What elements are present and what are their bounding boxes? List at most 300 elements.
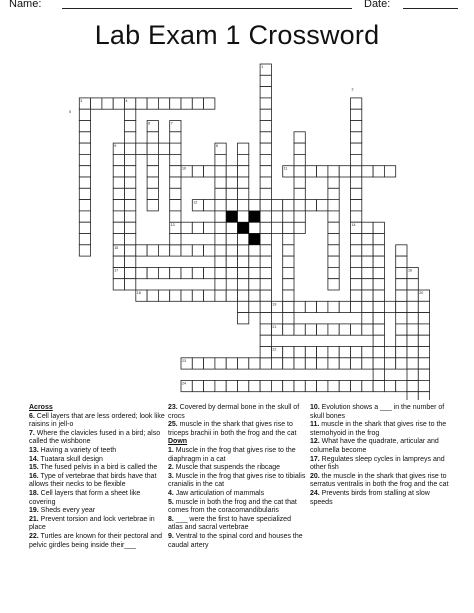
grid-cell[interactable] — [260, 211, 271, 222]
grid-cell[interactable] — [238, 154, 249, 165]
grid-cell[interactable] — [238, 245, 249, 256]
grid-cell[interactable] — [238, 200, 249, 211]
grid-cell[interactable] — [226, 234, 237, 245]
grid-cell[interactable] — [294, 324, 305, 335]
grid-cell[interactable] — [215, 279, 226, 290]
grid-cell[interactable] — [226, 200, 237, 211]
grid-cell[interactable] — [351, 324, 362, 335]
grid-cell[interactable] — [79, 211, 90, 222]
grid-cell[interactable] — [407, 301, 418, 312]
grid-cell[interactable] — [294, 188, 305, 199]
grid-cell[interactable] — [136, 143, 147, 154]
grid-cell[interactable] — [125, 132, 136, 143]
grid-cell[interactable] — [362, 290, 373, 301]
grid-cell[interactable] — [181, 290, 192, 301]
grid-cell[interactable] — [328, 380, 339, 391]
grid-cell[interactable] — [351, 279, 362, 290]
grid-cell[interactable] — [79, 166, 90, 177]
grid-cell[interactable] — [147, 200, 158, 211]
grid-cell[interactable] — [147, 245, 158, 256]
grid-cell[interactable] — [305, 324, 316, 335]
grid-cell[interactable] — [79, 121, 90, 132]
grid-cell[interactable] — [305, 200, 316, 211]
grid-cell[interactable] — [226, 245, 237, 256]
grid-cell[interactable] — [260, 154, 271, 165]
grid-cell[interactable] — [192, 358, 203, 369]
grid-cell[interactable] — [260, 234, 271, 245]
grid-cell[interactable] — [79, 132, 90, 143]
grid-cell[interactable] — [283, 256, 294, 267]
grid-cell[interactable] — [260, 347, 271, 358]
grid-cell[interactable] — [125, 109, 136, 120]
grid-cell[interactable] — [226, 177, 237, 188]
grid-cell[interactable] — [260, 301, 271, 312]
grid-cell[interactable] — [215, 256, 226, 267]
grid-cell[interactable] — [136, 267, 147, 278]
grid-cell[interactable] — [283, 279, 294, 290]
grid-cell[interactable] — [373, 166, 384, 177]
grid-cell[interactable] — [351, 245, 362, 256]
grid-cell[interactable] — [204, 200, 215, 211]
grid-cell[interactable] — [125, 143, 136, 154]
grid-cell[interactable] — [283, 347, 294, 358]
grid-cell[interactable] — [283, 267, 294, 278]
grid-cell[interactable] — [396, 290, 407, 301]
grid-cell[interactable] — [147, 166, 158, 177]
grid-cell[interactable] — [373, 358, 384, 369]
grid-cell[interactable] — [125, 267, 136, 278]
grid-cell[interactable] — [147, 143, 158, 154]
grid-cell[interactable] — [351, 347, 362, 358]
grid-cell[interactable] — [170, 188, 181, 199]
grid-cell[interactable] — [328, 211, 339, 222]
grid-cell[interactable] — [125, 222, 136, 233]
grid-cell[interactable] — [204, 245, 215, 256]
grid-cell[interactable] — [351, 98, 362, 109]
grid-cell[interactable] — [215, 222, 226, 233]
grid-cell[interactable] — [125, 154, 136, 165]
grid-cell[interactable] — [305, 301, 316, 312]
grid-cell[interactable] — [418, 301, 429, 312]
grid-cell[interactable] — [215, 380, 226, 391]
grid-cell[interactable] — [373, 267, 384, 278]
grid-cell[interactable] — [351, 211, 362, 222]
grid-cell[interactable] — [260, 290, 271, 301]
grid-cell[interactable] — [271, 380, 282, 391]
grid-cell[interactable] — [204, 267, 215, 278]
grid-cell[interactable] — [226, 267, 237, 278]
grid-cell[interactable] — [215, 290, 226, 301]
grid-cell[interactable] — [373, 234, 384, 245]
grid-cell[interactable] — [317, 347, 328, 358]
grid-cell[interactable] — [339, 301, 350, 312]
grid-cell[interactable] — [181, 98, 192, 109]
grid-cell[interactable] — [238, 188, 249, 199]
grid-cell[interactable] — [351, 166, 362, 177]
grid-cell[interactable] — [418, 380, 429, 391]
grid-cell[interactable] — [238, 211, 249, 222]
grid-cell[interactable] — [204, 290, 215, 301]
grid-cell[interactable] — [192, 380, 203, 391]
grid-cell[interactable] — [226, 166, 237, 177]
grid-cell[interactable] — [384, 358, 395, 369]
grid-cell[interactable] — [339, 380, 350, 391]
grid-cell[interactable] — [328, 245, 339, 256]
grid-cell[interactable] — [317, 301, 328, 312]
grid-cell[interactable] — [260, 324, 271, 335]
grid-cell[interactable] — [328, 177, 339, 188]
grid-cell[interactable] — [260, 132, 271, 143]
grid-cell[interactable] — [91, 98, 102, 109]
grid-cell[interactable] — [362, 166, 373, 177]
grid-cell[interactable] — [249, 290, 260, 301]
grid-cell[interactable] — [407, 392, 418, 400]
grid-cell[interactable] — [113, 200, 124, 211]
grid-cell[interactable] — [260, 358, 271, 369]
grid-cell[interactable] — [373, 256, 384, 267]
grid-cell[interactable] — [362, 313, 373, 324]
grid-cell[interactable] — [373, 245, 384, 256]
grid-cell[interactable] — [418, 358, 429, 369]
grid-cell[interactable] — [407, 347, 418, 358]
grid-cell[interactable] — [396, 313, 407, 324]
grid-cell[interactable] — [351, 154, 362, 165]
grid-cell[interactable] — [351, 380, 362, 391]
grid-cell[interactable] — [79, 154, 90, 165]
grid-cell[interactable] — [328, 324, 339, 335]
grid-cell[interactable] — [125, 256, 136, 267]
grid-cell[interactable] — [384, 347, 395, 358]
grid-cell[interactable] — [226, 380, 237, 391]
grid-cell[interactable] — [260, 177, 271, 188]
grid-cell[interactable] — [192, 222, 203, 233]
grid-cell[interactable] — [226, 256, 237, 267]
grid-cell[interactable] — [249, 222, 260, 233]
grid-cell[interactable] — [260, 245, 271, 256]
grid-cell[interactable] — [305, 347, 316, 358]
grid-cell[interactable] — [283, 301, 294, 312]
grid-cell[interactable] — [294, 358, 305, 369]
grid-cell[interactable] — [260, 121, 271, 132]
grid-cell[interactable] — [328, 279, 339, 290]
grid-cell[interactable] — [283, 200, 294, 211]
grid-cell[interactable] — [170, 98, 181, 109]
grid-cell[interactable] — [294, 200, 305, 211]
grid-cell[interactable] — [317, 380, 328, 391]
grid-cell[interactable] — [283, 358, 294, 369]
grid-cell[interactable] — [147, 154, 158, 165]
grid-cell[interactable] — [170, 143, 181, 154]
grid-cell[interactable] — [192, 290, 203, 301]
grid-cell[interactable] — [396, 347, 407, 358]
grid-cell[interactable] — [362, 279, 373, 290]
grid-cell[interactable] — [260, 222, 271, 233]
grid-cell[interactable] — [384, 166, 395, 177]
grid-cell[interactable] — [271, 200, 282, 211]
grid-cell[interactable] — [79, 143, 90, 154]
grid-cell[interactable] — [125, 245, 136, 256]
grid-cell[interactable] — [79, 109, 90, 120]
grid-cell[interactable] — [351, 256, 362, 267]
grid-cell[interactable] — [339, 358, 350, 369]
grid-cell[interactable] — [351, 234, 362, 245]
grid-cell[interactable] — [215, 188, 226, 199]
grid-cell[interactable] — [260, 335, 271, 346]
grid-cell[interactable] — [125, 279, 136, 290]
grid-cell[interactable] — [351, 109, 362, 120]
grid-cell[interactable] — [249, 279, 260, 290]
grid-cell[interactable] — [328, 222, 339, 233]
grid-cell[interactable] — [294, 154, 305, 165]
grid-cell[interactable] — [271, 358, 282, 369]
grid-cell[interactable] — [79, 234, 90, 245]
grid-cell[interactable] — [362, 222, 373, 233]
grid-cell[interactable] — [373, 324, 384, 335]
grid-cell[interactable] — [125, 166, 136, 177]
grid-cell[interactable] — [317, 166, 328, 177]
grid-cell[interactable] — [158, 143, 169, 154]
grid-cell[interactable] — [249, 267, 260, 278]
grid-cell[interactable] — [170, 267, 181, 278]
grid-cell[interactable] — [271, 222, 282, 233]
grid-cell[interactable] — [215, 154, 226, 165]
grid-cell[interactable] — [260, 380, 271, 391]
grid-cell[interactable] — [328, 347, 339, 358]
grid-cell[interactable] — [407, 358, 418, 369]
grid-cell[interactable] — [113, 177, 124, 188]
grid-cell[interactable] — [204, 358, 215, 369]
grid-cell[interactable] — [328, 358, 339, 369]
grid-cell[interactable] — [170, 154, 181, 165]
grid-cell[interactable] — [373, 335, 384, 346]
grid-cell[interactable] — [260, 313, 271, 324]
grid-cell[interactable] — [396, 301, 407, 312]
grid-cell[interactable] — [373, 301, 384, 312]
grid-cell[interactable] — [170, 245, 181, 256]
grid-cell[interactable] — [113, 166, 124, 177]
grid-cell[interactable] — [238, 143, 249, 154]
grid-cell[interactable] — [136, 245, 147, 256]
grid-cell[interactable] — [181, 222, 192, 233]
grid-cell[interactable] — [147, 177, 158, 188]
grid-cell[interactable] — [351, 188, 362, 199]
grid-cell[interactable] — [328, 166, 339, 177]
grid-cell[interactable] — [294, 380, 305, 391]
grid-cell[interactable] — [238, 267, 249, 278]
grid-cell[interactable] — [362, 256, 373, 267]
grid-cell[interactable] — [260, 87, 271, 98]
grid-cell[interactable] — [79, 177, 90, 188]
grid-cell[interactable] — [170, 290, 181, 301]
grid-cell[interactable] — [192, 166, 203, 177]
grid-cell[interactable] — [260, 188, 271, 199]
grid-cell[interactable] — [238, 380, 249, 391]
grid-cell[interactable] — [373, 369, 384, 380]
grid-cell[interactable] — [384, 301, 395, 312]
grid-cell[interactable] — [407, 380, 418, 391]
grid-cell[interactable] — [158, 290, 169, 301]
grid-cell[interactable] — [328, 234, 339, 245]
grid-cell[interactable] — [283, 313, 294, 324]
grid-cell[interactable] — [113, 154, 124, 165]
grid-cell[interactable] — [215, 267, 226, 278]
grid-cell[interactable] — [215, 177, 226, 188]
grid-cell[interactable] — [294, 166, 305, 177]
grid-cell[interactable] — [407, 313, 418, 324]
grid-cell[interactable] — [373, 313, 384, 324]
grid-cell[interactable] — [328, 200, 339, 211]
grid-cell[interactable] — [192, 245, 203, 256]
grid-cell[interactable] — [215, 358, 226, 369]
grid-cell[interactable] — [294, 347, 305, 358]
grid-cell[interactable] — [113, 256, 124, 267]
grid-cell[interactable] — [136, 98, 147, 109]
grid-cell[interactable] — [362, 347, 373, 358]
grid-cell[interactable] — [249, 380, 260, 391]
grid-cell[interactable] — [147, 132, 158, 143]
grid-cell[interactable] — [125, 177, 136, 188]
grid-cell[interactable] — [351, 267, 362, 278]
grid-cell[interactable] — [260, 279, 271, 290]
grid-cell[interactable] — [260, 143, 271, 154]
grid-cell[interactable] — [215, 166, 226, 177]
grid-cell[interactable] — [238, 358, 249, 369]
grid-cell[interactable] — [283, 380, 294, 391]
grid-cell[interactable] — [147, 267, 158, 278]
grid-cell[interactable] — [362, 234, 373, 245]
grid-cell[interactable] — [373, 290, 384, 301]
grid-cell[interactable] — [170, 177, 181, 188]
grid-cell[interactable] — [339, 347, 350, 358]
grid-cell[interactable] — [396, 324, 407, 335]
grid-cell[interactable] — [170, 211, 181, 222]
grid-cell[interactable] — [396, 256, 407, 267]
grid-cell[interactable] — [113, 234, 124, 245]
grid-cell[interactable] — [407, 324, 418, 335]
grid-cell[interactable] — [170, 132, 181, 143]
grid-cell[interactable] — [328, 188, 339, 199]
grid-cell[interactable] — [113, 222, 124, 233]
grid-cell[interactable] — [362, 324, 373, 335]
grid-cell[interactable] — [396, 279, 407, 290]
grid-cell[interactable] — [260, 75, 271, 86]
grid-cell[interactable] — [339, 324, 350, 335]
grid-cell[interactable] — [113, 188, 124, 199]
grid-cell[interactable] — [396, 267, 407, 278]
grid-cell[interactable] — [238, 177, 249, 188]
grid-cell[interactable] — [362, 301, 373, 312]
grid-cell[interactable] — [283, 211, 294, 222]
grid-cell[interactable] — [373, 279, 384, 290]
grid-cell[interactable] — [396, 358, 407, 369]
grid-cell[interactable] — [226, 188, 237, 199]
grid-cell[interactable] — [328, 301, 339, 312]
grid-cell[interactable] — [328, 267, 339, 278]
grid-cell[interactable] — [102, 98, 113, 109]
grid-cell[interactable] — [283, 234, 294, 245]
grid-cell[interactable] — [204, 98, 215, 109]
grid-cell[interactable] — [351, 177, 362, 188]
grid-cell[interactable] — [407, 335, 418, 346]
grid-cell[interactable] — [294, 211, 305, 222]
grid-cell[interactable] — [249, 200, 260, 211]
grid-cell[interactable] — [373, 347, 384, 358]
grid-cell[interactable] — [407, 290, 418, 301]
grid-cell[interactable] — [147, 98, 158, 109]
grid-cell[interactable] — [260, 98, 271, 109]
grid-cell[interactable] — [238, 301, 249, 312]
grid-cell[interactable] — [418, 369, 429, 380]
grid-cell[interactable] — [204, 222, 215, 233]
grid-cell[interactable] — [215, 211, 226, 222]
grid-cell[interactable] — [396, 245, 407, 256]
grid-cell[interactable] — [362, 358, 373, 369]
grid-cell[interactable] — [317, 324, 328, 335]
grid-cell[interactable] — [125, 188, 136, 199]
grid-cell[interactable] — [407, 279, 418, 290]
grid-cell[interactable] — [192, 98, 203, 109]
grid-cell[interactable] — [113, 279, 124, 290]
grid-cell[interactable] — [418, 335, 429, 346]
grid-cell[interactable] — [238, 279, 249, 290]
grid-cell[interactable] — [396, 335, 407, 346]
grid-cell[interactable] — [351, 143, 362, 154]
grid-cell[interactable] — [147, 188, 158, 199]
grid-cell[interactable] — [226, 290, 237, 301]
grid-cell[interactable] — [79, 245, 90, 256]
grid-cell[interactable] — [351, 290, 362, 301]
grid-cell[interactable] — [283, 222, 294, 233]
grid-cell[interactable] — [260, 109, 271, 120]
grid-cell[interactable] — [384, 380, 395, 391]
grid-cell[interactable] — [305, 358, 316, 369]
grid-cell[interactable] — [125, 211, 136, 222]
grid-cell[interactable] — [181, 267, 192, 278]
grid-cell[interactable] — [351, 121, 362, 132]
grid-cell[interactable] — [351, 301, 362, 312]
grid-cell[interactable] — [181, 245, 192, 256]
grid-cell[interactable] — [260, 267, 271, 278]
grid-cell[interactable] — [125, 200, 136, 211]
grid-cell[interactable] — [351, 132, 362, 143]
grid-cell[interactable] — [294, 301, 305, 312]
grid-cell[interactable] — [215, 245, 226, 256]
grid-cell[interactable] — [192, 267, 203, 278]
grid-cell[interactable] — [113, 211, 124, 222]
grid-cell[interactable] — [79, 222, 90, 233]
grid-cell[interactable] — [125, 121, 136, 132]
grid-cell[interactable] — [283, 245, 294, 256]
grid-cell[interactable] — [260, 200, 271, 211]
grid-cell[interactable] — [418, 347, 429, 358]
grid-cell[interactable] — [260, 166, 271, 177]
grid-cell[interactable] — [283, 324, 294, 335]
grid-cell[interactable] — [317, 358, 328, 369]
grid-cell[interactable] — [362, 245, 373, 256]
grid-cell[interactable] — [260, 256, 271, 267]
grid-cell[interactable] — [204, 380, 215, 391]
grid-cell[interactable] — [317, 200, 328, 211]
grid-cell[interactable] — [238, 313, 249, 324]
grid-cell[interactable] — [305, 166, 316, 177]
grid-cell[interactable] — [249, 245, 260, 256]
grid-cell[interactable] — [396, 380, 407, 391]
grid-cell[interactable] — [249, 358, 260, 369]
grid-cell[interactable] — [362, 380, 373, 391]
grid-cell[interactable] — [351, 358, 362, 369]
grid-cell[interactable] — [249, 301, 260, 312]
grid-cell[interactable] — [238, 166, 249, 177]
